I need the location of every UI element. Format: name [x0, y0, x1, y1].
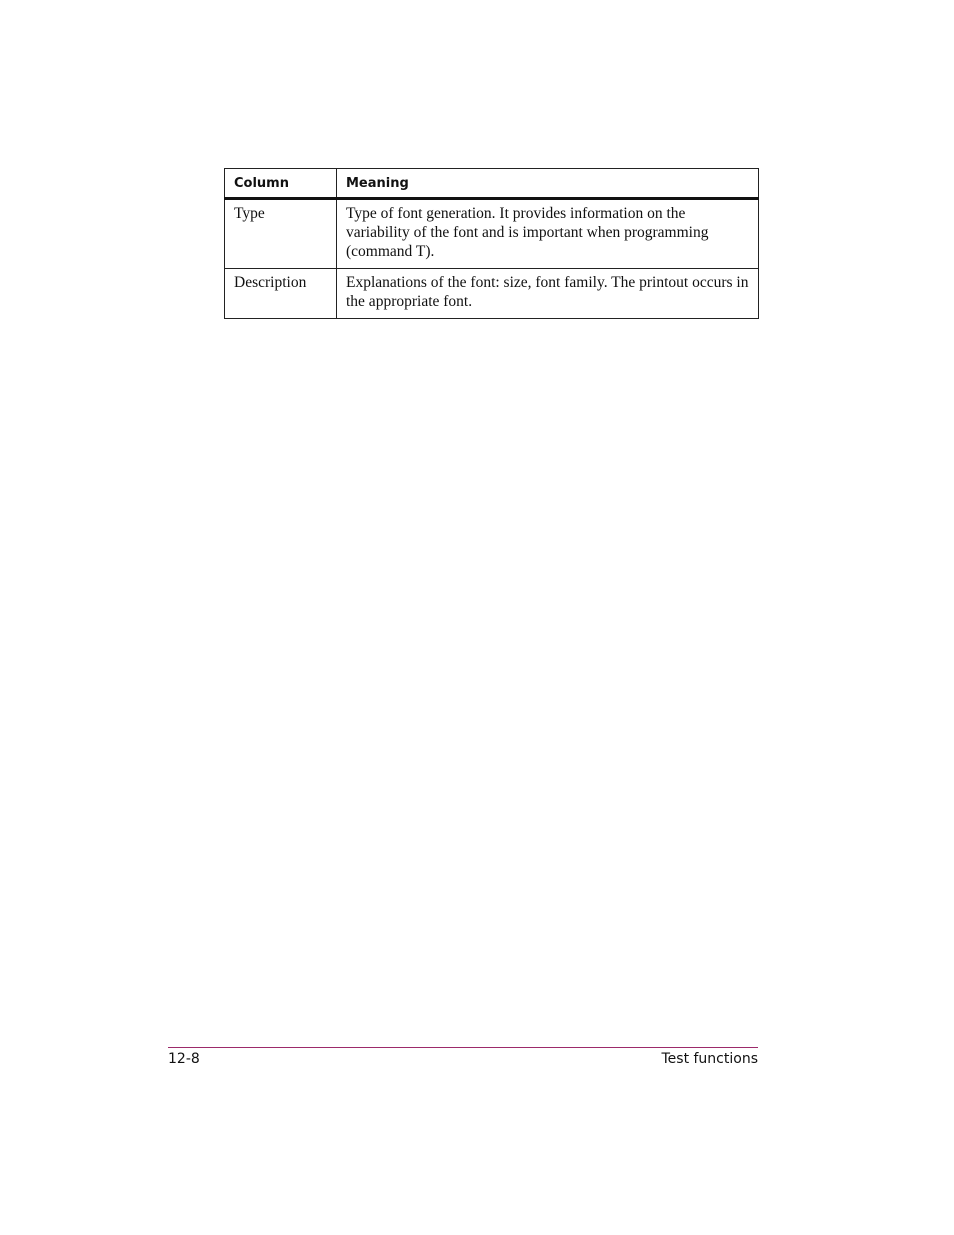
table-row	[225, 269, 759, 319]
footer-section-title: Test functions	[661, 1051, 758, 1067]
cell-meaning-description: Explanations of the font: size, font family. The printout occurs in the appropriate font.	[337, 269, 759, 319]
header-meaning: Meaning	[337, 169, 759, 199]
table-header-row	[225, 169, 759, 199]
footer-rule	[168, 1047, 758, 1048]
cell-column-type: Type	[225, 199, 337, 269]
column-meaning-table	[224, 168, 759, 319]
cell-meaning-type: Type of font generation. It provides information on the variability of the font and is important when programming (command T).	[337, 199, 759, 269]
table-row	[225, 199, 759, 269]
header-column: Column	[225, 169, 337, 199]
page-number: 12-8	[168, 1051, 200, 1067]
cell-column-description: Description	[225, 269, 337, 319]
